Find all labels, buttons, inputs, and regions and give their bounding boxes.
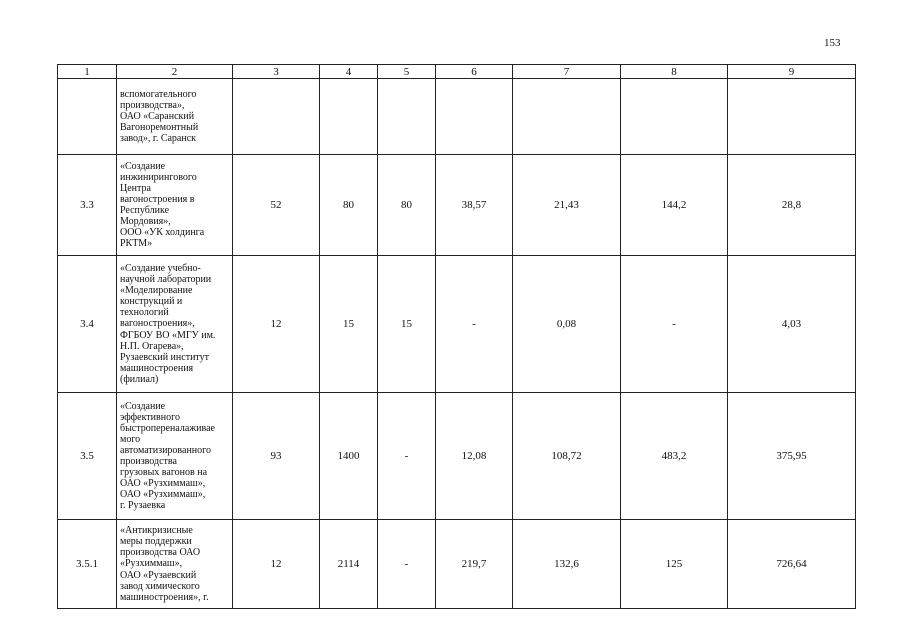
table-cell: 1400 <box>320 393 378 520</box>
table-cell: 15 <box>378 256 436 393</box>
table-cell: 80 <box>320 155 378 256</box>
row-number: 3.5 <box>58 393 117 520</box>
table-cell: - <box>621 256 728 393</box>
table-cell: 0,08 <box>513 256 621 393</box>
table-cell: 38,57 <box>436 155 513 256</box>
table-cell: - <box>378 393 436 520</box>
row-description: «Создание инжинирингового Центра вагоностроения в Республике Мордовия», ООО «УК холдинга РКТМ» <box>117 155 233 256</box>
table-cell: 483,2 <box>621 393 728 520</box>
table-cell: 15 <box>320 256 378 393</box>
table-cell: - <box>378 520 436 609</box>
row-number <box>58 79 117 155</box>
header-cell: 7 <box>513 65 621 79</box>
table-cell: 80 <box>378 155 436 256</box>
table-cell: 12,08 <box>436 393 513 520</box>
table-row <box>58 155 856 256</box>
table-cell: 2114 <box>320 520 378 609</box>
page-number: 153 <box>824 37 841 49</box>
table-cell: 219,7 <box>436 520 513 609</box>
header-cell: 5 <box>378 65 436 79</box>
table-cell <box>621 79 728 155</box>
table-cell: 144,2 <box>621 155 728 256</box>
data-table <box>57 64 856 609</box>
header-cell: 9 <box>728 65 856 79</box>
table-cell <box>378 79 436 155</box>
table-cell: 52 <box>233 155 320 256</box>
row-number: 3.5.1 <box>58 520 117 609</box>
row-number: 3.3 <box>58 155 117 256</box>
row-description: вспомогательного производства», ОАО «Саранский Вагоноремонтный завод», г. Саранск <box>117 79 233 155</box>
table-cell: 21,43 <box>513 155 621 256</box>
table-cell <box>233 79 320 155</box>
row-description: «Создание учебно- научной лаборатории «Моделирование конструкций и технологий вагоностроения», ФГБОУ ВО «МГУ им. Н.П. Огарева», Рузаевский институт машиностроения (филиал) <box>117 256 233 393</box>
header-cell: 3 <box>233 65 320 79</box>
header-row <box>58 65 856 79</box>
table-cell: 12 <box>233 256 320 393</box>
table-row <box>58 256 856 393</box>
table-cell: 28,8 <box>728 155 856 256</box>
table-cell: 108,72 <box>513 393 621 520</box>
header-cell: 4 <box>320 65 378 79</box>
table-cell: 4,03 <box>728 256 856 393</box>
table-cell: 726,64 <box>728 520 856 609</box>
table-cell: 132,6 <box>513 520 621 609</box>
table-cell <box>728 79 856 155</box>
table-cell <box>513 79 621 155</box>
table-cell <box>436 79 513 155</box>
table-row <box>58 520 856 609</box>
row-number: 3.4 <box>58 256 117 393</box>
row-description: «Антикризисные меры поддержки производства ОАО «Рузхиммаш», ОАО «Рузаевский завод химического машиностроения», г. <box>117 520 233 609</box>
table-cell: 93 <box>233 393 320 520</box>
table-cell: 12 <box>233 520 320 609</box>
table-cell <box>320 79 378 155</box>
row-description: «Создание эффективного быстропереналаживае мого автоматизированного производства грузовых вагонов на ОАО «Рузхиммаш», ОАО «Рузхиммаш», г. Рузаевка <box>117 393 233 520</box>
table-row <box>58 393 856 520</box>
header-cell: 6 <box>436 65 513 79</box>
table-cell: - <box>436 256 513 393</box>
header-cell: 1 <box>58 65 117 79</box>
table-cell: 375,95 <box>728 393 856 520</box>
table-row <box>58 79 856 155</box>
header-cell: 8 <box>621 65 728 79</box>
table-cell: 125 <box>621 520 728 609</box>
header-cell: 2 <box>117 65 233 79</box>
